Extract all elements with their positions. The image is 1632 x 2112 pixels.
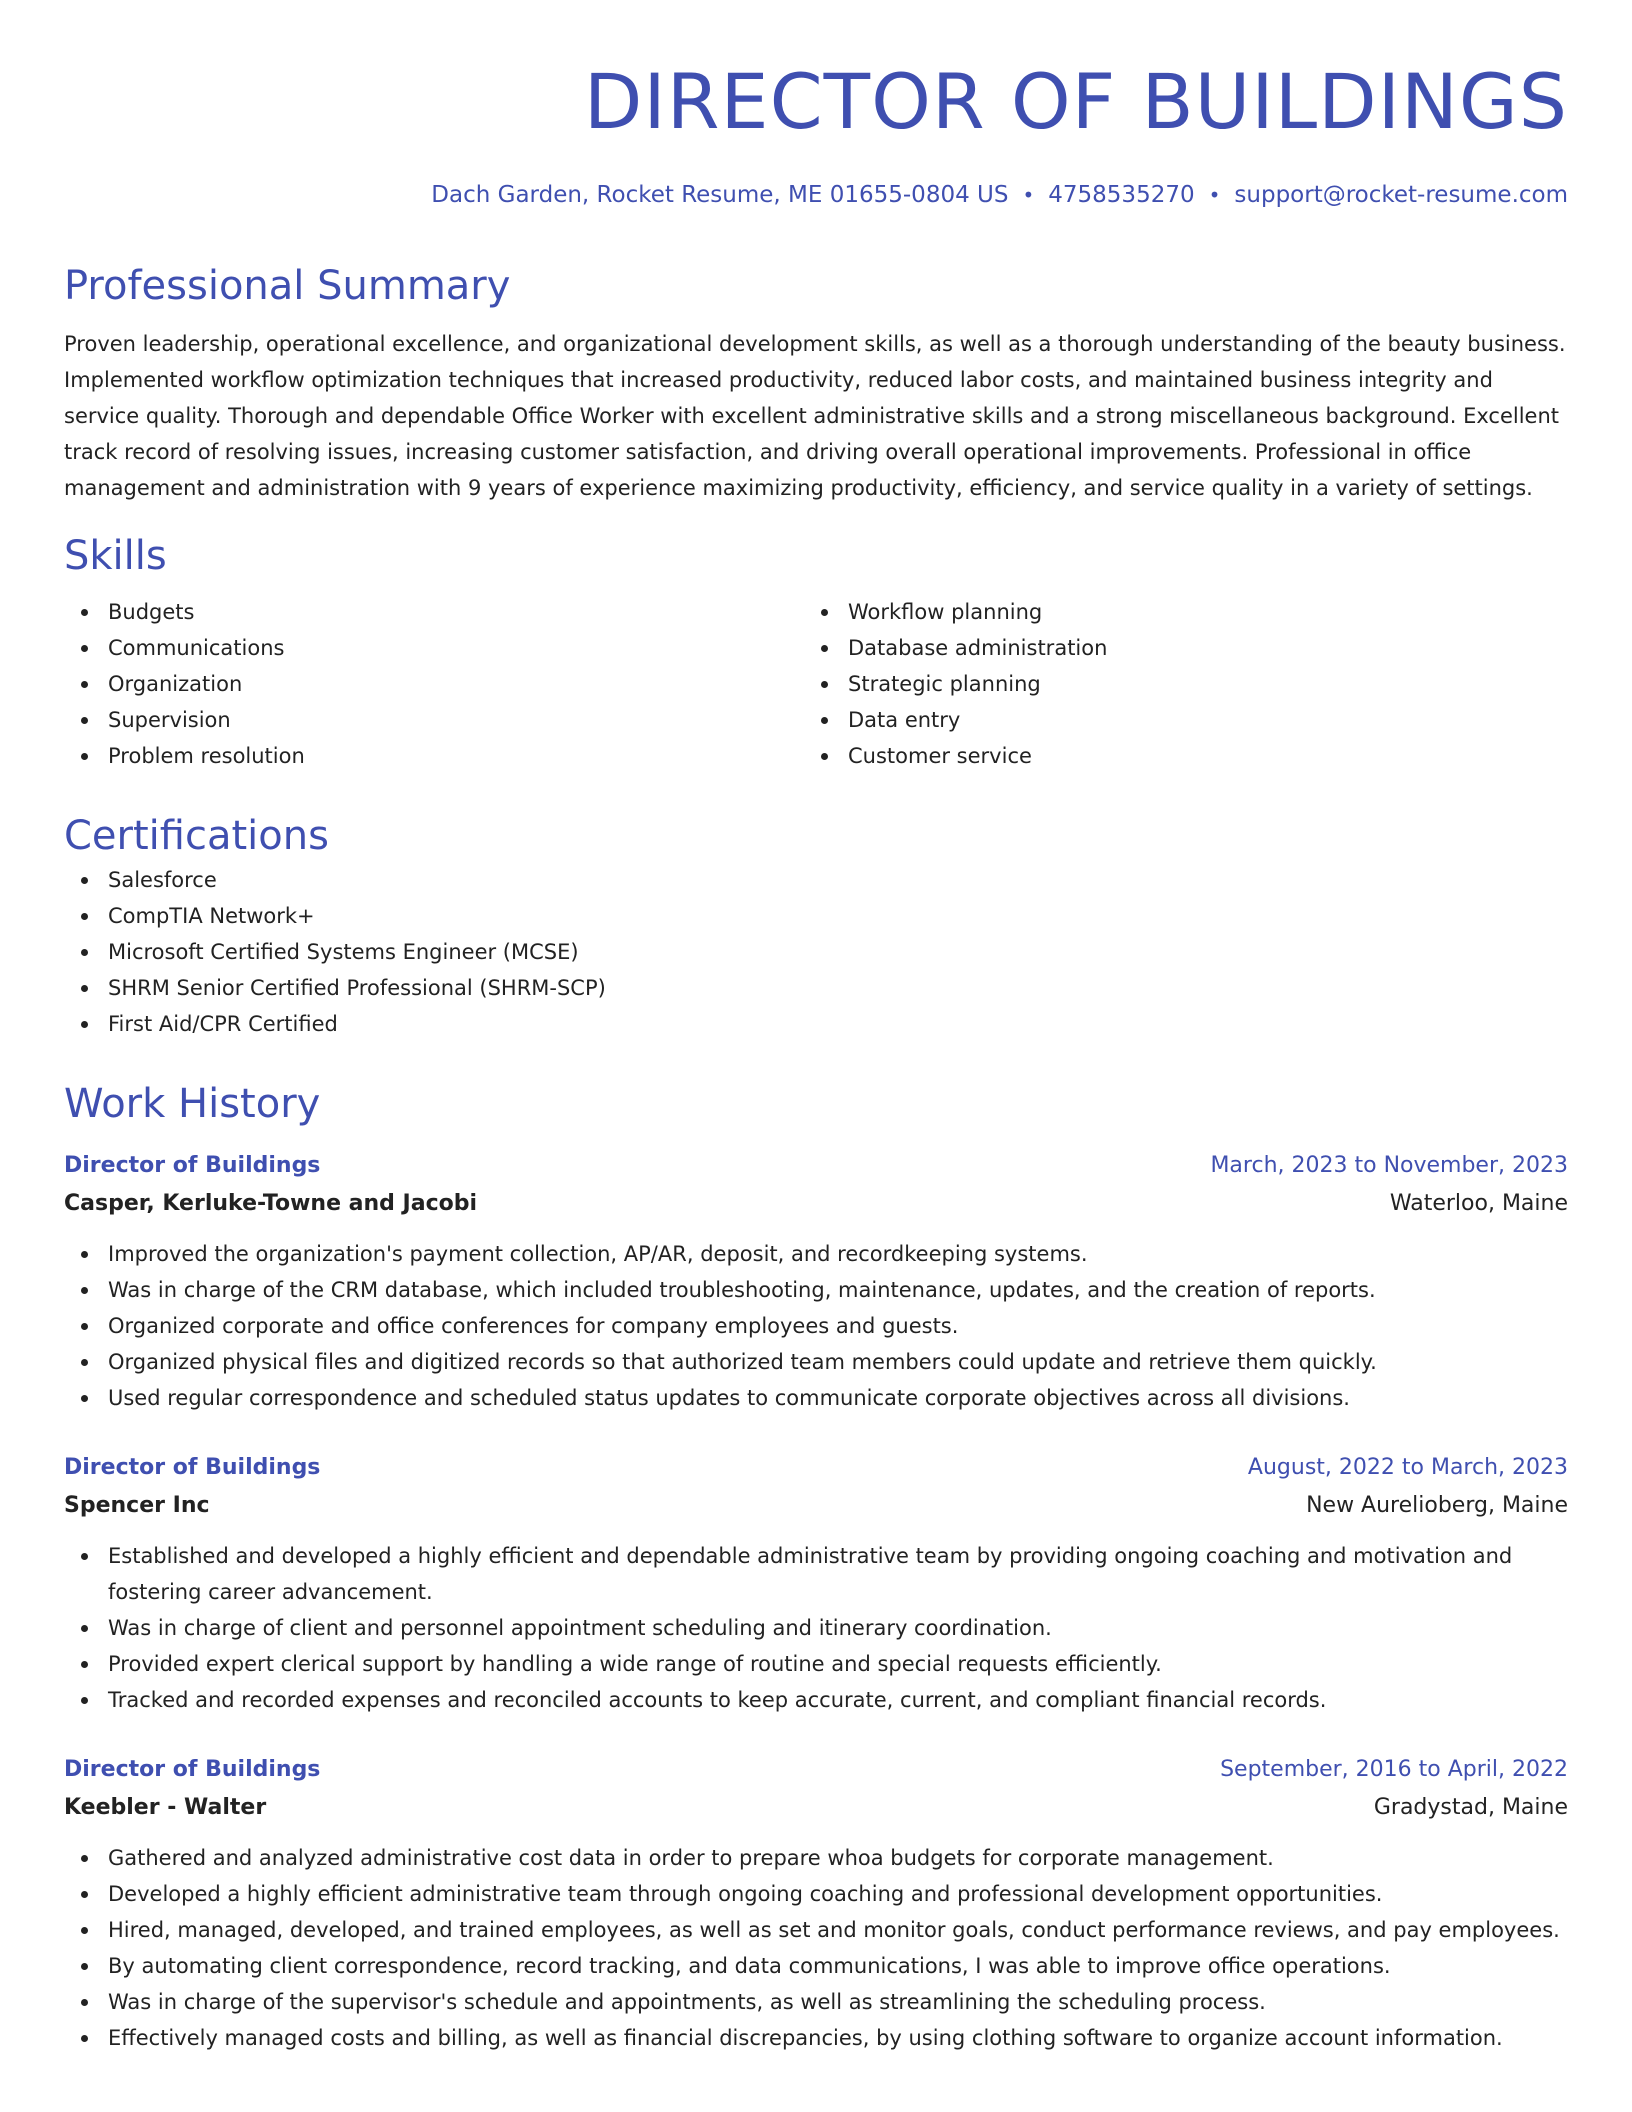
- skill-item: Communications: [64, 630, 804, 666]
- skill-item: Customer service: [804, 738, 1544, 774]
- job-employer-row: [64, 1788, 1568, 1828]
- contact-separator: •: [1022, 183, 1035, 207]
- job-title: Director of Buildings: [64, 1757, 321, 1782]
- job-dates: September, 2016 to April, 2022: [1220, 1757, 1568, 1782]
- job-bullet: Provided expert clerical support by handling a wide range of routine and special requests efficiently.: [64, 1646, 1568, 1682]
- certification-item: Microsoft Certified Systems Engineer (MCSE): [64, 934, 1568, 970]
- job-bullet: Effectively managed costs and billing, as well as financial discrepancies, by using clothing software to organize account information.: [64, 2020, 1568, 2056]
- job-company: Casper, Kerluke-Towne and Jacobi: [64, 1191, 478, 1216]
- certification-item: SHRM Senior Certified Professional (SHRM-SCP): [64, 970, 1568, 1006]
- certification-item: First Aid/CPR Certified: [64, 1006, 1568, 1042]
- skill-item: Data entry: [804, 702, 1544, 738]
- job-bullet: Was in charge of the supervisor's schedule and appointments, as well as streamlining the scheduling process.: [64, 1984, 1568, 2020]
- contact-address: Dach Garden, Rocket Resume, ME 01655-0804 US: [431, 182, 1009, 208]
- job-entry: [64, 1752, 1568, 2056]
- skill-item: Problem resolution: [64, 738, 804, 774]
- resume-name: DIRECTOR OF BUILDINGS: [583, 57, 1568, 146]
- summary-heading: Professional Summary: [64, 263, 511, 309]
- job-bullets: [64, 1236, 1568, 1416]
- skills-heading: Skills: [64, 533, 167, 579]
- skill-item: Database administration: [804, 630, 1544, 666]
- contact-line: [64, 180, 1568, 210]
- job-entry: [64, 1148, 1568, 1416]
- skill-item: Organization: [64, 666, 804, 702]
- skills-columns: [64, 594, 1568, 774]
- job-company: Keebler - Walter: [64, 1795, 267, 1820]
- job-bullet: Tracked and recorded expenses and reconciled accounts to keep accurate, current, and compliant financial records.: [64, 1682, 1568, 1718]
- skill-item: Supervision: [64, 702, 804, 738]
- job-bullet: Organized corporate and office conferences for company employees and guests.: [64, 1308, 1568, 1344]
- job-bullet: Used regular correspondence and scheduled status updates to communicate corporate objectives across all divisions.: [64, 1380, 1568, 1416]
- job-bullet: Hired, managed, developed, and trained employees, as well as set and monitor goals, conduct performance reviews, and pay employees.: [64, 1912, 1568, 1948]
- job-title: Director of Buildings: [64, 1153, 321, 1178]
- job-dates: August, 2022 to March, 2023: [1247, 1455, 1568, 1480]
- job-company: Spencer Inc: [64, 1493, 210, 1518]
- skills-list-left: [64, 594, 804, 774]
- job-employer-row: [64, 1184, 1568, 1224]
- job-header-row: [64, 1450, 1568, 1486]
- resume-header: [64, 0, 1568, 210]
- job-bullet: By automating client correspondence, record tracking, and data communications, I was able to improve office operations.: [64, 1948, 1568, 1984]
- job-location: Waterloo, Maine: [1389, 1191, 1568, 1216]
- job-title: Director of Buildings: [64, 1455, 321, 1480]
- job-location: New Aurelioberg, Maine: [1306, 1493, 1568, 1518]
- skill-item: Workflow planning: [804, 594, 1544, 630]
- job-bullets: [64, 1840, 1568, 2056]
- certifications-list: [64, 862, 1568, 1042]
- certification-item: CompTIA Network+: [64, 898, 1568, 934]
- job-entry: [64, 1450, 1568, 1718]
- job-bullet: Gathered and analyzed administrative cost data in order to prepare whoa budgets for corporate management.: [64, 1840, 1568, 1876]
- skill-item: Budgets: [64, 594, 804, 630]
- job-bullet: Established and developed a highly efficient and dependable administrative team by providing ongoing coaching and motivation and fostering career advancement.: [64, 1538, 1568, 1610]
- job-bullet: Was in charge of the CRM database, which included troubleshooting, maintenance, updates, and the creation of reports.: [64, 1272, 1568, 1308]
- job-bullet: Was in charge of client and personnel appointment scheduling and itinerary coordination.: [64, 1610, 1568, 1646]
- job-bullet: Organized physical files and digitized records so that authorized team members could update and retrieve them quickly.: [64, 1344, 1568, 1380]
- summary-text: Proven leadership, operational excellence, and organizational development skills, as well as a thorough understanding of the beauty business. Implemented workflow optimization techniques that increased productivity, reduced labor costs, and maintained business integrity and service quality. Thorough and dependable Office Worker with excellent administrative skills and a strong miscellaneous background. Excellent track record of resolving issues, increasing customer satisfaction, and driving overall operational improvements. Professional in office management and administration with 9 years of experience maximizing productivity, efficiency, and service quality in a variety of settings.: [64, 332, 1566, 500]
- contact-phone[interactable]: 4758535270: [1048, 182, 1195, 208]
- certification-item: Salesforce: [64, 862, 1568, 898]
- certifications-heading: Certifications: [64, 813, 329, 859]
- work-history-heading: Work History: [64, 1081, 321, 1127]
- skills-list-right: [804, 594, 1544, 774]
- job-location: Gradystad, Maine: [1373, 1795, 1568, 1820]
- skill-item: Strategic planning: [804, 666, 1544, 702]
- job-bullets: [64, 1538, 1568, 1718]
- contact-separator: •: [1208, 183, 1221, 207]
- job-header-row: [64, 1148, 1568, 1184]
- job-bullet: Improved the organization's payment collection, AP/AR, deposit, and recordkeeping systems.: [64, 1236, 1568, 1272]
- job-header-row: [64, 1752, 1568, 1788]
- job-bullet: Developed a highly efficient administrative team through ongoing coaching and professional development opportunities.: [64, 1876, 1568, 1912]
- job-employer-row: [64, 1486, 1568, 1526]
- contact-email[interactable]: support@rocket-resume.com: [1234, 182, 1568, 208]
- job-dates: March, 2023 to November, 2023: [1210, 1153, 1568, 1178]
